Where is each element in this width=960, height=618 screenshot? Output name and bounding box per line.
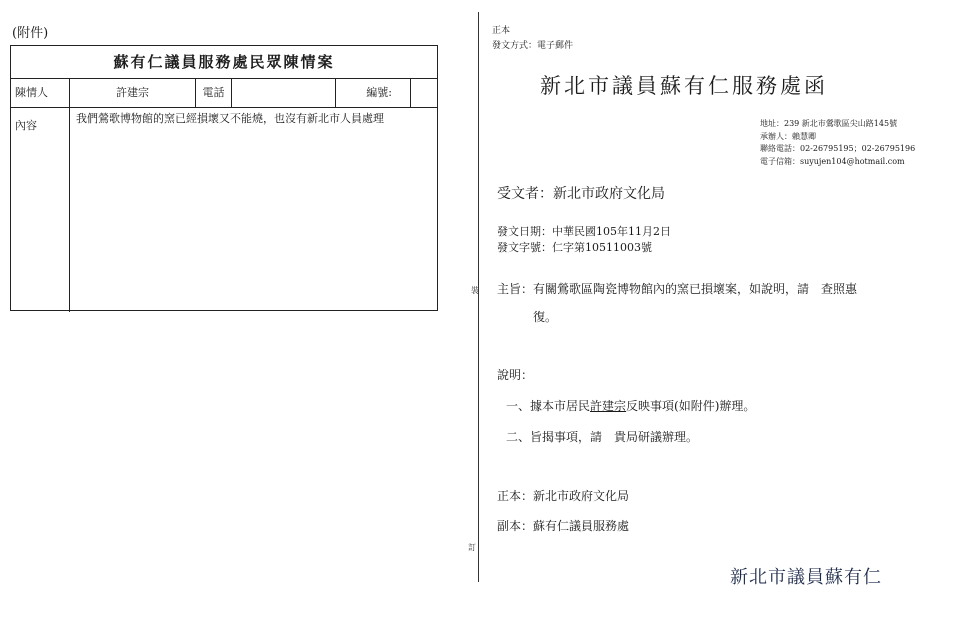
binding-mark-bottom: 訂 xyxy=(468,543,476,552)
recipient: 受文者：新北市政府文化局 xyxy=(497,186,665,202)
number-value xyxy=(411,79,437,107)
letter-title: 新北市議員蘇有仁服務處函 xyxy=(540,74,828,98)
explanation-item-2: 二、旨揭事項，請 貴局研議辦理。 xyxy=(506,430,699,444)
contact-phone: 聯絡電話：02-26795195；02-26795196 xyxy=(760,144,916,153)
signature-stamp: 新北市議員蘇有仁 xyxy=(730,567,882,588)
original-recipient: 正本：新北市政府文化局 xyxy=(497,489,630,503)
form-title: 蘇有仁議員服務處民眾陳情案 xyxy=(11,46,437,79)
content-row xyxy=(11,108,437,312)
phone-label: 電話 xyxy=(196,79,232,107)
content-label: 內容 xyxy=(11,108,70,312)
item1-suffix: 反映事項(如附件)辦理。 xyxy=(626,399,756,413)
number-label: 編號: xyxy=(336,79,411,107)
subject xyxy=(497,275,917,331)
binding-line xyxy=(478,12,479,582)
content-text: 我們鶯歌博物館的窯已經損壞又不能燒，也沒有新北市人員處理 xyxy=(76,112,384,125)
document-number: 發文字號：仁字第10511003號 xyxy=(497,241,652,254)
subject-line-2: 復。 xyxy=(533,310,558,324)
contact-email: 電子信箱：suyujen104@hotmail.com xyxy=(760,156,905,166)
official-letter xyxy=(492,0,952,618)
petitioner-name: 許建宗 xyxy=(70,79,196,107)
petitioner-label: 陳情人 xyxy=(11,79,70,107)
attachment-label: (附件) xyxy=(12,26,49,41)
contact-block xyxy=(760,118,915,168)
contact-address: 地址：239 新北市鶯歌區尖山路145號 xyxy=(760,119,898,128)
petitioner-row xyxy=(11,79,437,108)
binding-mark-top: 裝 xyxy=(471,286,479,295)
issue-date: 發文日期：中華民國105年11月2日 xyxy=(497,225,671,238)
copy-recipient: 副本：蘇有仁議員服務處 xyxy=(497,519,630,533)
item1-prefix: 一、據本市居民 xyxy=(506,399,591,413)
subject-line-1: 主旨：有關鶯歌區陶瓷博物館內的窯已損壞案，如說明，請 查照惠 xyxy=(497,282,858,296)
explanation-heading: 說明： xyxy=(497,368,534,382)
copy-type: 正本 xyxy=(492,26,511,36)
petition-form xyxy=(10,45,438,311)
explanation-item-1 xyxy=(506,397,755,414)
send-method: 發文方式：電子郵件 xyxy=(492,41,574,51)
item1-petitioner-name: 許建宗 xyxy=(590,399,627,413)
contact-handler: 承辦人：賴慧卿 xyxy=(760,131,816,141)
phone-value xyxy=(232,79,336,107)
